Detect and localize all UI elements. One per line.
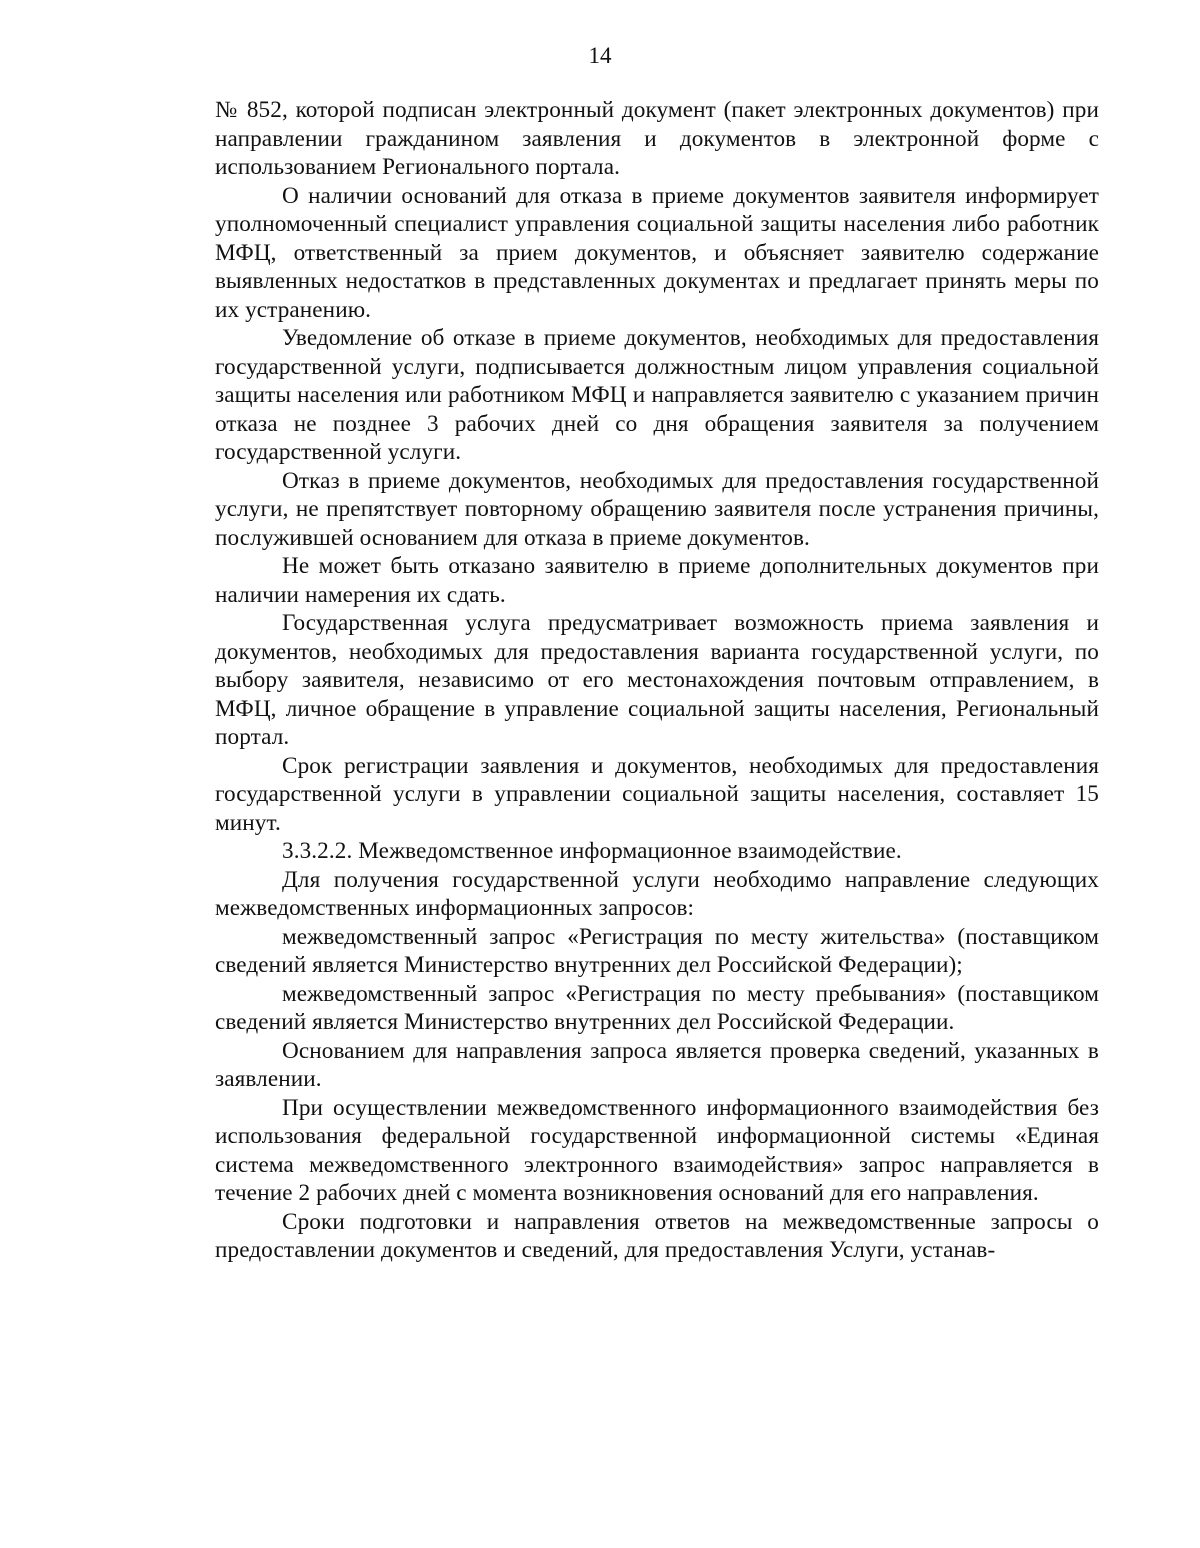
document-body <box>215 96 1099 1265</box>
list-item-request-residence: межведомственный запрос «Регистрация по месту жительства» (поставщиком сведений является Министерство внутренних дел Российской Федерации); <box>215 923 1099 978</box>
paragraph-7: Срок регистрации заявления и документов, необходимых для предоставления государственной услуги в управлении социальной защиты населения, составляет 15 минут. <box>215 752 1099 836</box>
paragraph-2: О наличии оснований для отказа в приеме документов заявителя информирует уполномоченный специалист управления социальной защиты населения либо работник МФЦ, ответственный за прием документов, и объясняет заявителю содержание выявленных недостатков в представленных документах и предлагает принять меры по их устранению. <box>215 182 1099 323</box>
paragraph-5: Не может быть отказано заявителю в приеме дополнительных документов при наличии намерения их сдать. <box>215 553 1099 608</box>
paragraph-14: Сроки подготовки и направления ответов на межведомственные запросы о предоставлении документов и сведений, для предоставления Услуги, устанав- <box>215 1208 1099 1263</box>
paragraph-13: При осуществлении межведомственного информационного взаимодействия без использования федеральной государственной информационной системы «Единая система межведомственного электронного взаимодействия» запрос направляется в течение 2 рабочих дней с момента возникновения оснований для его направления. <box>215 1094 1099 1206</box>
paragraph-6: Государственная услуга предусматривает возможность приема заявления и документов, необходимых для предоставления варианта государственной услуги, по выбору заявителя, независимо от его местонахождения почтовым отправлением, в МФЦ, личное обращение в управление социальной защиты населения, Региональный портал. <box>215 610 1099 750</box>
page-number: 14 <box>588 43 612 68</box>
paragraph-4: Отказ в приеме документов, необходимых для предоставления государственной услуги, не препятствует повторному обращению заявителя после устранения причины, послужившей основанием для отказа в приеме документов. <box>215 467 1099 551</box>
section-heading-3-3-2-2: 3.3.2.2. Межведомственное информационное взаимодействие. <box>282 838 902 864</box>
paragraph-12: Основанием для направления запроса является проверка сведений, указанных в заявлении. <box>215 1037 1099 1092</box>
list-item-request-stay: межведомственный запрос «Регистрация по месту пребывания» (поставщиком сведений является Министерство внутренних дел Российской Федерации. <box>215 980 1099 1035</box>
paragraph-9: Для получения государственной услуги необходимо направление следующих межведомственных информационных запросов: <box>215 866 1099 921</box>
paragraph-1: № 852, которой подписан электронный документ (пакет электронных документов) при направлении гражданином заявления и документов в электронной форме с использованием Регионального портала. <box>215 97 1099 180</box>
paragraph-3: Уведомление об отказе в приеме документов, необходимых для предоставления государственной услуги, подписывается должностным лицом управления социальной защиты населения или работником МФЦ и направляется заявителю с указанием причин отказа не позднее 3 рабочих дней со дня обращения заявителя за получением государственной услуги. <box>215 325 1099 465</box>
